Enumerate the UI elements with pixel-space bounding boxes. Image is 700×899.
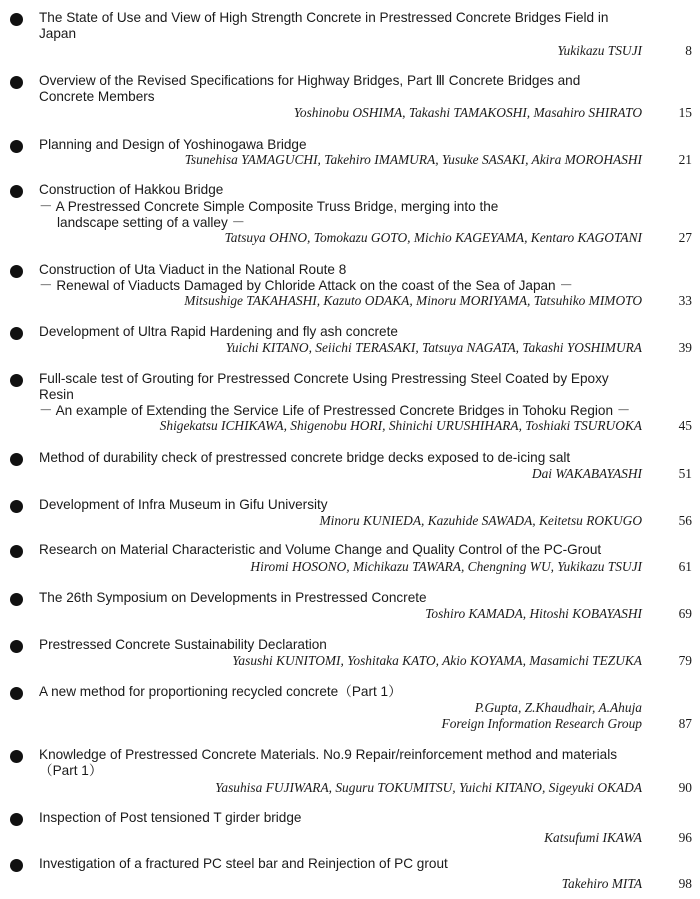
article-title[interactable]: Development of Infra Museum in Gifu University [39,497,328,512]
bullet-icon [10,374,23,387]
article-authors: Yukikazu TSUJI [557,43,642,58]
bullet-icon [10,76,23,89]
article-title[interactable]: Research on Material Characteristic and Volume Change and Quality Control of the PC-Grout [39,542,602,557]
article-authors: Dai WAKABAYASHI [531,466,642,481]
article-title[interactable]: Method of durability check of prestressed concrete bridge decks exposed to de-icing salt [39,450,571,465]
article-title[interactable]: Full-scale test of Grouting for Prestressed Concrete Using Prestressing Steel Coated by Epoxy Resin [39,371,609,402]
article-authors: Katsufumi IKAWA [544,830,642,845]
article-authors: Mitsushige TAKAHASHI, Kazuto ODAKA, Minoru MORIYAMA, Tatsuhiko MIMOTO [184,293,642,308]
article-authors: Shigekatsu ICHIKAWA, Shigenobu HORI, Shinichi URUSHIHARA, Toshiaki TSURUOKA [159,418,642,433]
bullet-icon [10,327,23,340]
article-authors: Toshiro KAMADA, Hitoshi KOBAYASHI [425,606,642,621]
page-number: 45 [678,418,692,433]
bullet-icon [10,500,23,513]
article-title[interactable]: Construction of Uta Viaduct in the National Route 8 [39,262,347,277]
article-title[interactable]: Investigation of a fractured PC steel bar and Reinjection of PC grout [39,856,448,871]
article-authors: Yasushi KUNITOMI, Yoshitaka KATO, Akio KOYAMA, Masamichi TEZUKA [232,653,642,668]
article-title[interactable]: Construction of Hakkou Bridge [39,182,224,197]
page-number: 56 [678,513,692,528]
article-subtitle: － Renewal of Viaducts Damaged by Chloride Attack on the coast of the Sea of Japan － [39,278,573,293]
article-authors: Yasuhisa FUJIWARA, Suguru TOKUMITSU, Yuichi KITANO, Sigeyuki OKADA [215,780,642,795]
page-number: 21 [678,152,692,167]
bullet-icon [10,813,23,826]
article-subtitle: landscape setting of a valley － [57,215,246,230]
article-authors: Minoru KUNIEDA, Kazuhide SAWADA, Keitetsu ROKUGO [319,513,642,528]
article-title[interactable]: Overview of the Revised Specifications for Highway Bridges, Part Ⅲ Concrete Bridges and Concrete Members [39,73,581,104]
article-authors: Tatsuya OHNO, Tomokazu GOTO, Michio KAGEYAMA, Kentaro KAGOTANI [224,230,642,245]
article-title[interactable]: A new method for proportioning recycled concrete（Part 1） [39,684,402,699]
article-title[interactable]: Prestressed Concrete Sustainability Declaration [39,637,327,652]
page-number: 51 [678,466,692,481]
bullet-icon [10,750,23,763]
article-authors: Yuichi KITANO, Seiichi TERASAKI, Tatsuya NAGATA, Takashi YOSHIMURA [225,340,642,355]
bullet-icon [10,687,23,700]
page-number: 69 [678,606,692,621]
page-number: 15 [678,105,692,120]
page-number: 98 [678,876,692,891]
article-authors: P.Gupta, Z.Khaudhair, A.Ahuja [474,700,642,715]
bullet-icon [10,640,23,653]
bullet-icon [10,140,23,153]
article-title[interactable]: Knowledge of Prestressed Concrete Materials. No.9 Repair/reinforcement method and materials（Part 1） [39,747,618,778]
article-authors: Takehiro MITA [561,876,642,891]
page-number: 79 [678,653,692,668]
page-number: 8 [685,43,692,58]
page-number: 90 [678,780,692,795]
page-number: 39 [678,340,692,355]
bullet-icon [10,593,23,606]
bullet-icon [10,453,23,466]
article-subtitle: － An example of Extending the Service Life of Prestressed Concrete Bridges in Tohoku Region － [39,403,631,418]
article-subtitle: － A Prestressed Concrete Simple Composite Truss Bridge, merging into the [39,199,499,214]
article-title[interactable]: The State of Use and View of High Strength Concrete in Prestressed Concrete Bridges Field in Japan [39,10,609,41]
article-title[interactable]: Planning and Design of Yoshinogawa Bridge [39,137,307,152]
article-authors: Hiromi HOSONO, Michikazu TAWARA, Chengning WU, Yukikazu TSUJI [250,559,642,574]
page-number: 33 [678,293,692,308]
bullet-icon [10,545,23,558]
article-title[interactable]: The 26th Symposium on Developments in Prestressed Concrete [39,590,427,605]
article-authors-group: Foreign Information Research Group [441,716,642,731]
article-authors: Tsunehisa YAMAGUCHI, Takehiro IMAMURA, Yusuke SASAKI, Akira MOROHASHI [184,152,642,167]
bullet-icon [10,13,23,26]
bullet-icon [10,859,23,872]
page-number: 61 [678,559,692,574]
page-number: 27 [678,230,692,245]
article-authors: Yoshinobu OSHIMA, Takashi TAMAKOSHI, Masahiro SHIRATO [293,105,642,120]
article-title[interactable]: Development of Ultra Rapid Hardening and fly ash concrete [39,324,398,339]
bullet-icon [10,265,23,278]
bullet-icon [10,185,23,198]
article-title[interactable]: Inspection of Post tensioned T girder bridge [39,810,302,825]
page-number: 96 [678,830,692,845]
page-number: 87 [678,716,692,731]
